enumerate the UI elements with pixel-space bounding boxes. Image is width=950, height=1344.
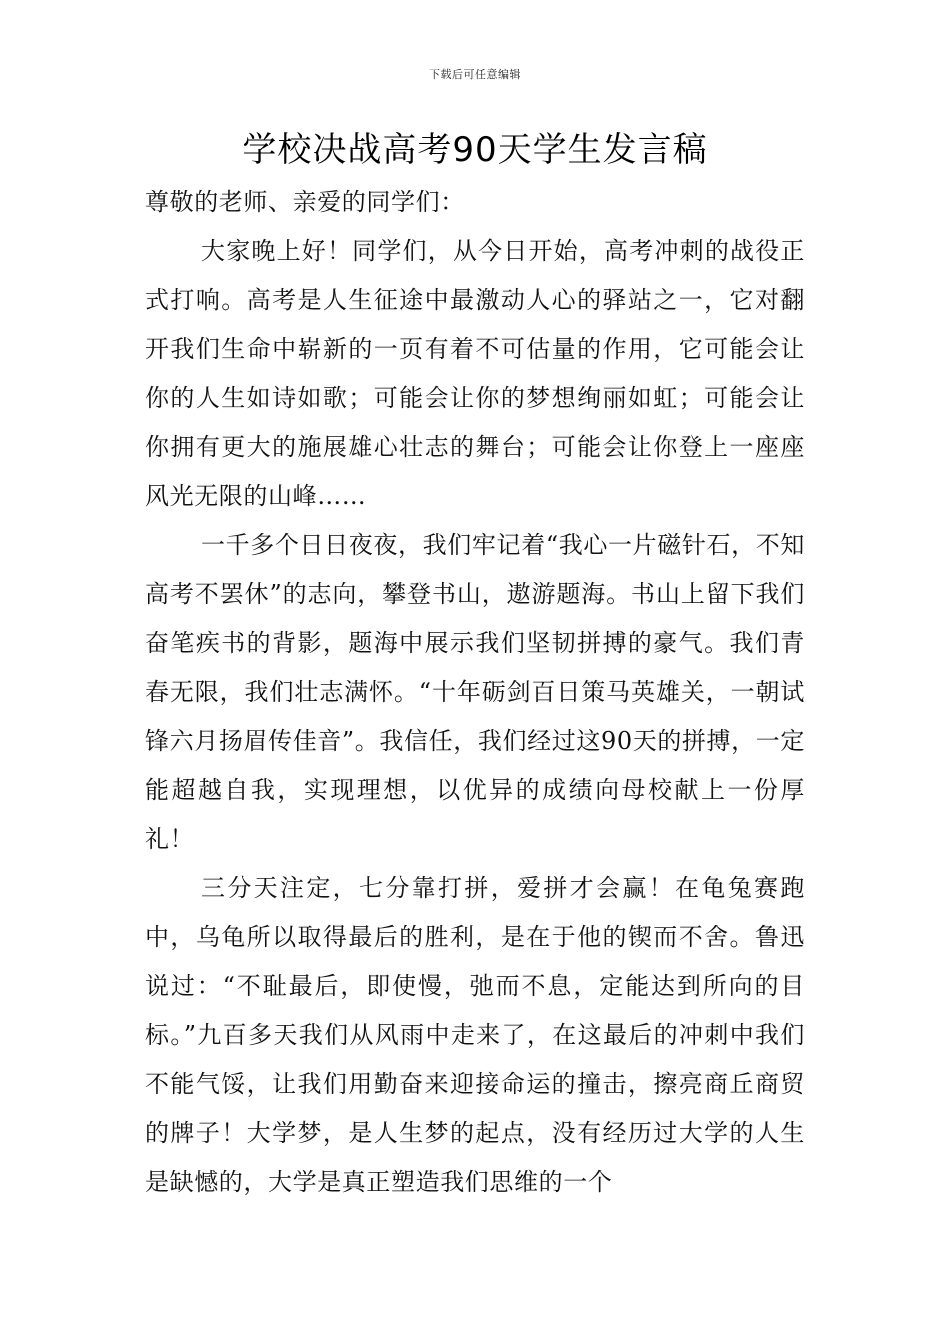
paragraph-2: 一千多个日日夜夜，我们牢记着“我心一片磁针石，不知高考不罢休”的志向，攀登书山，遨游题海。书山上留下我们奋笔疾书的背影，题海中展示我们坚韧拼搏的豪气。我们青春无限，我们壮志满怀。“十年砺剑百日策马英雄关，一朝试锋六月扬眉传佳音”。我信任，我们经过这90天的拼搏，一定能超越自我，实现理想，以优异的成绩向母校献上一份厚礼！ <box>145 531 805 853</box>
salutation: 尊敬的老师、亲爱的同学们： <box>145 188 465 216</box>
header-note: 下载后可任意编辑 <box>429 68 521 81</box>
document-body <box>145 178 805 1207</box>
paragraph-1: 大家晚上好！同学们，从今日开始，高考冲刺的战役正式打响。高考是人生征途中最激动人心的驿站之一，它对翻开我们生命中崭新的一页有着不可估量的作用，它可能会让你的人生如诗如歌；可能会让你的梦想绚丽如虹；可能会让你拥有更大的施展雄心壮志的舞台；可能会让你登上一座座风光无限的山峰…… <box>145 237 805 510</box>
paragraph-3: 三分天注定，七分靠打拼，爱拼才会赢！在龟兔赛跑中，乌龟所以取得最后的胜利，是在于他的锲而不舍。鲁迅说过：“不耻最后，即使慢，弛而不息，定能达到所向的目标。”九百多天我们从风雨中走来了，在这最后的冲刺中我们不能气馁，让我们用勤奋来迎接命运的撞击，擦亮商丘商贸的牌子！大学梦，是人生梦的起点，没有经历过大学的人生是缺憾的，大学是真正塑造我们思维的一个 <box>145 874 805 1196</box>
document-title: 学校决战高考90天学生发言稿 <box>242 130 708 170</box>
